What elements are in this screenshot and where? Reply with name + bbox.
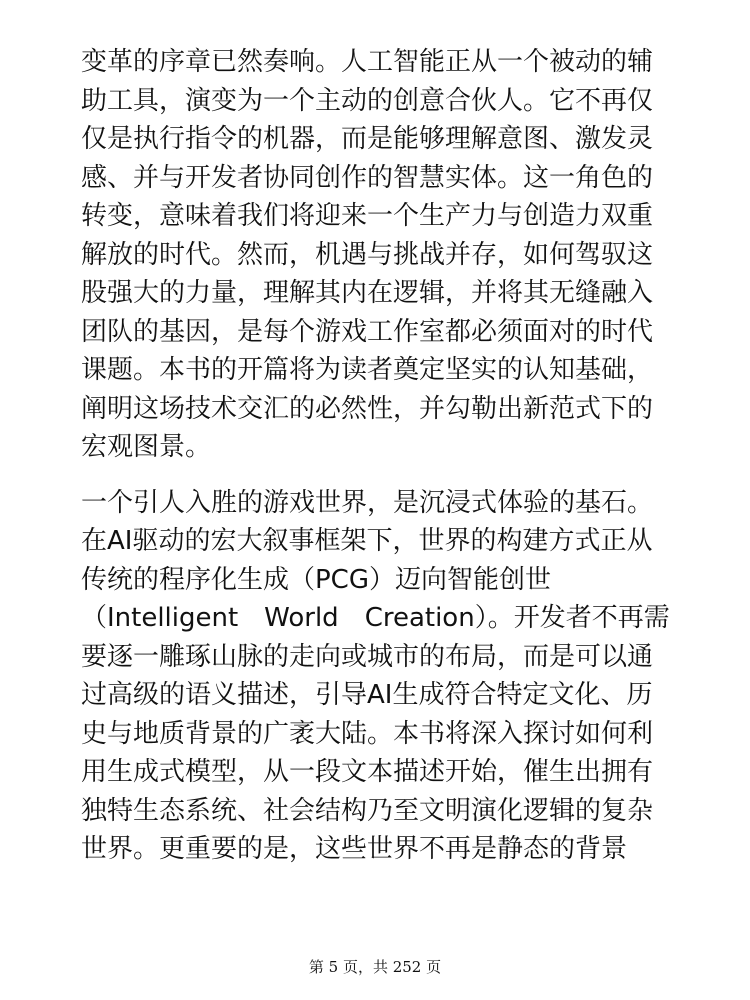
text-line: 股强大的力量，理解其内在逻辑，并将其无缝融入 xyxy=(81,278,654,308)
paragraph-2 xyxy=(81,484,673,869)
text-line: 在AI驱动的宏大叙事框架下，世界的构建方式正从 xyxy=(81,526,653,556)
text-line: 传统的程序化生成（PCG）迈向智能创世 xyxy=(81,564,551,595)
text-line: 变革的序章已然奏响。人工智能正从一个被动的辅 xyxy=(81,47,654,77)
text-line: 感、并与开发者协同创作的智慧实体。这一角色的 xyxy=(81,162,654,193)
text-line: 用生成式模型，从一段文本描述开始，催生出拥有 xyxy=(81,757,654,787)
text-line: 宏观图景。 xyxy=(81,432,212,462)
text-line: 课题。本书的开篇将为读者奠定坚实的认知基础， xyxy=(81,355,654,385)
text-line: 团队的基因，是每个游戏工作室都必须面对的时代 xyxy=(81,316,654,347)
text-line: 仅是执行指令的机器，而是能够理解意图、激发灵 xyxy=(81,124,654,154)
text-line: 世界。更重要的是，这些世界不再是静态的背景 xyxy=(81,834,628,864)
text-line: 助工具，演变为一个主动的创意合伙人。它不再仅 xyxy=(81,85,654,116)
text-line: 过高级的语义描述，引导AI生成符合特定文化、历 xyxy=(81,680,653,710)
text-line: 解放的时代。然而，机遇与挑战并存，如何驾驭这 xyxy=(81,239,654,270)
text-line: 一个引人入胜的游戏世界，是沉浸式体验的基石。 xyxy=(81,487,654,518)
text-line: 转变，意味着我们将迎来一个生产力与创造力双重 xyxy=(81,201,654,231)
document-page xyxy=(81,43,673,923)
text-line: 阐明这场技术交汇的必然性，并勾勒出新范式下的 xyxy=(81,393,654,424)
text-line: （Intelligent World Creation）。开发者不再需 xyxy=(81,603,670,633)
text-line: 要逐一雕琢山脉的走向或城市的布局，而是可以通 xyxy=(81,641,654,672)
paragraph-1 xyxy=(81,43,673,467)
text-line: 史与地质背景的广袤大陆。本书将深入探讨如何利 xyxy=(81,718,654,749)
text-line: 独特生态系统、社会结构乃至文明演化逻辑的复杂 xyxy=(81,795,654,826)
page-number-footer: 第 5 页，共 252 页 xyxy=(308,958,442,976)
